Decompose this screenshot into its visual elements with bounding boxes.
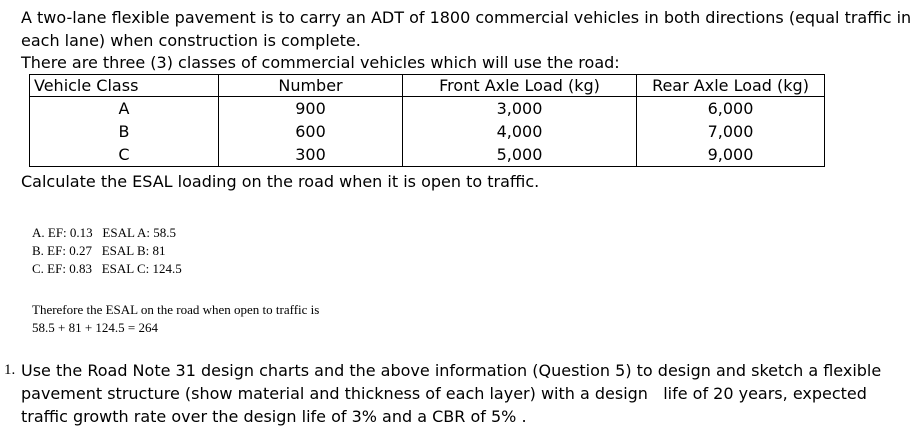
question-text: Use the Road Note 31 design charts and the above information (Question 5) to design and sketch a flexible pavement structure (show material and thickness of each layer) with a design life of 20 years, expected traffic growth rate over the design life of 3% and a CBR of 5% .	[21, 361, 887, 426]
header-vehicle-class: Vehicle Class	[30, 75, 219, 97]
cell-rear-load: 7,000	[637, 120, 825, 143]
table-row	[30, 120, 825, 143]
total-esal-statement: Therefore the ESAL on the road when open to traffic is	[32, 302, 320, 317]
classes-intro: There are three (3) classes of commercial vehicles which will use the road:	[21, 53, 620, 72]
table-row	[30, 143, 825, 167]
cell-number: 900	[219, 97, 403, 121]
total-esal	[32, 301, 319, 337]
answer-line-a: A. EF: 0.13 ESAL A: 58.5	[32, 225, 176, 240]
vehicle-table	[29, 74, 825, 167]
answer-line-c: C. EF: 0.83 ESAL C: 124.5	[32, 261, 182, 276]
cell-number: 600	[219, 120, 403, 143]
total-esal-sum: 58.5 + 81 + 124.5 = 264	[32, 320, 158, 335]
cell-rear-load: 6,000	[637, 97, 825, 121]
header-front-axle: Front Axle Load (kg)	[403, 75, 637, 97]
cell-front-load: 4,000	[403, 120, 637, 143]
table-header-row	[30, 75, 825, 97]
cell-class: C	[30, 143, 219, 167]
calc-prompt: Calculate the ESAL loading on the road when it is open to traffic.	[21, 172, 540, 191]
answer-line-b: B. EF: 0.27 ESAL B: 81	[32, 243, 166, 258]
answer-list	[32, 224, 182, 278]
question-number: 1.	[4, 362, 16, 378]
cell-front-load: 3,000	[403, 97, 637, 121]
header-rear-axle: Rear Axle Load (kg)	[637, 75, 825, 97]
cell-number: 300	[219, 143, 403, 167]
design-question	[4, 359, 916, 428]
cell-rear-load: 9,000	[637, 143, 825, 167]
table-row	[30, 97, 825, 121]
problem-paragraph: A two-lane flexible pavement is to carry an ADT of 1800 commercial vehicles in both directions (equal traffic in each lane) when construction is complete.	[21, 8, 912, 50]
cell-front-load: 5,000	[403, 143, 637, 167]
cell-class: B	[30, 120, 219, 143]
header-number: Number	[219, 75, 403, 97]
cell-class: A	[30, 97, 219, 121]
